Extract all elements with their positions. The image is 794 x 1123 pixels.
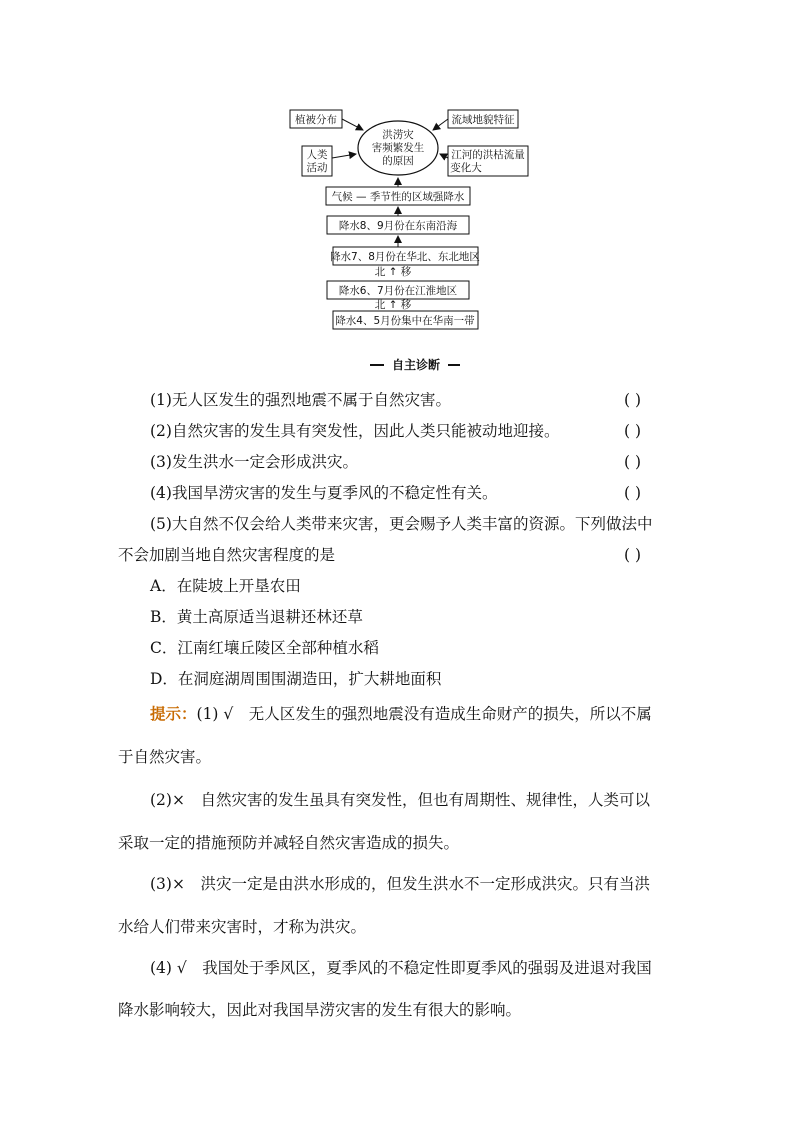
question-3: (3)发生洪水一定会形成洪灾。 bbox=[150, 453, 358, 471]
answer-blank-3: ( ) bbox=[624, 453, 642, 471]
option-c: C．江南红壤丘陵区全部种植水稻 bbox=[150, 639, 379, 657]
center-line-3: 的原因 bbox=[382, 155, 414, 167]
question-4: (4)我国旱涝灾害的发生与夏季风的不稳定性有关。 bbox=[150, 484, 498, 502]
flood-cause-diagram bbox=[0, 0, 794, 340]
answer-1-text: (1) √ 无人区发生的强烈地震没有造成生命财产的损失，所以不属 bbox=[196, 705, 652, 723]
answer-4-line-2: 降水影响较大，因此对我国旱涝灾害的发生有很大的影响。 bbox=[118, 1001, 522, 1019]
answer-blank-1: ( ) bbox=[624, 391, 642, 409]
hint-label: 提示： bbox=[150, 705, 197, 723]
question-1: (1)无人区发生的强烈地震不属于自然灾害。 bbox=[150, 391, 451, 409]
option-b: B．黄土高原适当退耕还林还草 bbox=[150, 608, 363, 626]
section-title-tag bbox=[370, 358, 460, 372]
section-title: 自主诊断 bbox=[384, 356, 448, 373]
climate-label: 气候 — 季节性的区域强降水 bbox=[331, 191, 465, 203]
veg-label: 植被分布 bbox=[295, 114, 337, 126]
north-move-1: 北 ↑ 移 bbox=[374, 266, 412, 278]
option-a: A．在陡坡上开垦农田 bbox=[150, 577, 301, 595]
rain45-label: 降水4、5月份集中在华南一带 bbox=[335, 315, 475, 327]
option-d: D．在洞庭湖周围围湖造田，扩大耕地面积 bbox=[150, 670, 442, 688]
human-line-1: 人类 bbox=[306, 149, 328, 161]
diagram-svg bbox=[0, 0, 794, 340]
center-line-1: 洪涝灾 bbox=[382, 129, 414, 141]
terrain-label: 流域地貌特征 bbox=[451, 114, 515, 126]
answer-2-line-2: 采取一定的措施预防并减轻自然灾害造成的损失。 bbox=[118, 834, 460, 852]
answer-1-line-1 bbox=[150, 704, 710, 724]
answer-3-line-1: (3)× 洪灾一定是由洪水形成的，但发生洪水不一定形成洪灾。只有当洪 bbox=[150, 875, 650, 893]
rain78-label: 降水7、8月份在华北、东北地区 bbox=[330, 251, 480, 263]
river-line-1: 江河的洪枯流量 bbox=[451, 149, 525, 161]
north-move-2: 北 ↑ 移 bbox=[374, 299, 412, 311]
answer-blank-2: ( ) bbox=[624, 422, 642, 440]
question-5-line-2: 不会加剧当地自然灾害程度的是 bbox=[118, 546, 336, 564]
river-line-2: 变化大 bbox=[450, 162, 482, 174]
answer-2-line-1: (2)× 自然灾害的发生虽具有突发性，但也有周期性、规律性，人类可以 bbox=[150, 791, 650, 809]
answer-blank-4: ( ) bbox=[624, 484, 642, 502]
question-5-line-1: (5)大自然不仅会给人类带来灾害，更会赐予人类丰富的资源。下列做法中 bbox=[150, 515, 653, 533]
answer-1-line-2: 于自然灾害。 bbox=[118, 748, 212, 766]
answer-3-line-2: 水给人们带来灾害时，才称为洪灾。 bbox=[118, 918, 367, 936]
answer-blank-5: ( ) bbox=[624, 546, 642, 564]
rain67-label: 降水6、7月份在江淮地区 bbox=[338, 285, 458, 297]
rain89-label: 降水8、9月份在东南沿海 bbox=[338, 220, 458, 232]
human-line-2: 活动 bbox=[306, 162, 328, 174]
center-line-2: 害频繁发生 bbox=[371, 142, 425, 154]
answer-4-line-1: (4) √ 我国处于季风区，夏季风的不稳定性即夏季风的强弱及进退对我国 bbox=[150, 959, 652, 977]
question-2: (2)自然灾害的发生具有突发性，因此人类只能被动地迎接。 bbox=[150, 422, 560, 440]
